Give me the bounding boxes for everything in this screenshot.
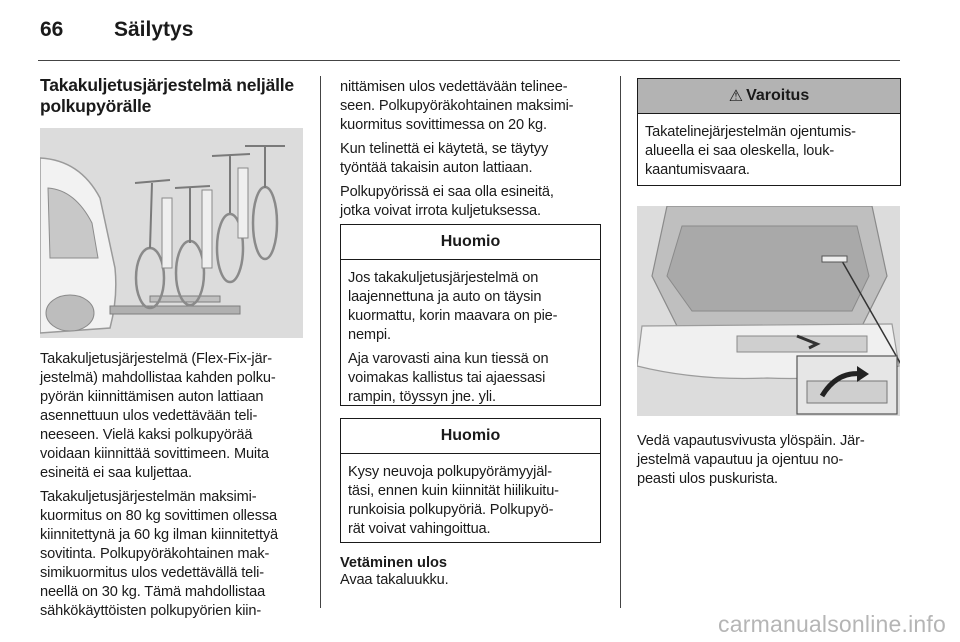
mid-paragraph-3: Polkupyörissä ei saa olla esineitä, jotka voivat irrota kuljetuksessa. (340, 184, 554, 219)
bike-carrier-illustration (40, 128, 303, 338)
note-paragraph: Aja varovasti aina kun tiessä on voimakas kallistus tai ajaessasi rampin, töyssyn jne. yli. (348, 351, 549, 405)
note-box-2 (340, 418, 601, 543)
note-paragraph: Jos takakuljetusjärjestelmä on laajennettuna ja auto on täysin kuormattu, korin maavara on pie- nempi. (348, 270, 558, 343)
note-paragraph: Kysy neuvoja polkupyörämyyjäl- täsi, ennen kuin kiinnität hiilikuitu- runkoisia polkupyöriä. Polkupyö- rät voivat vahingoittua. (348, 464, 559, 537)
warning-heading-text: Varoitus (746, 87, 810, 104)
tailgate-lever-drawing (637, 206, 900, 416)
note-box-1 (340, 224, 601, 406)
warning-box (637, 78, 901, 186)
column-divider-2 (620, 76, 621, 608)
pull-out-section (340, 555, 605, 590)
warning-text: Takatelinejärjestelmän ojentumis- alueella ei saa oleskella, louk- kaantumisvaara. (645, 124, 856, 178)
left-text (40, 350, 315, 621)
warning-heading (638, 79, 900, 114)
section-title: Takakuljetusjärjestelmä neljälle polkupyörälle (40, 75, 294, 116)
chapter-title: Säilytys (114, 18, 194, 41)
subheading: Vetäminen ulos (340, 555, 448, 571)
mid-paragraph-2: Kun telinettä ei käytetä, se täytyy työntää takaisin auton lattiaan. (340, 141, 549, 176)
warning-triangle-icon: ⚠ (728, 88, 744, 105)
page-number: 66 (40, 18, 64, 41)
right-text (637, 432, 907, 489)
header-rule (38, 60, 900, 61)
middle-text (340, 78, 605, 221)
intro-paragraph: Takakuljetusjärjestelmä (Flex-Fix-jär- jestelmä) mahdollistaa kahden polku- pyörän kiinnittämisen auton lattiaan asennettuun ulos vedettävään teli- neeseen. Vielä kaksi polkupyörää voidaan kiinnittää sovittimeen. Muita esineitä ei saa kuljettaa. (40, 351, 276, 481)
bicycle-carrier-drawing (40, 128, 303, 338)
open-tailgate-text: Avaa takaluukku. (340, 572, 449, 588)
release-lever-illustration (637, 206, 900, 416)
column-divider-1 (320, 76, 321, 608)
note-heading: Huomio (341, 225, 600, 260)
release-instruction: Vedä vapautusvivusta ylöspäin. Jär- jestelmä vapautuu ja ojentuu no- peasti ulos puskurista. (637, 433, 865, 487)
mid-paragraph-1: nittämisen ulos vedettävään telinee- seen. Polkupyöräkohtainen maksimi- kuormitus sovittimessa on 20 kg. (340, 79, 574, 133)
note-heading: Huomio (341, 419, 600, 454)
load-paragraph: Takakuljetusjärjestelmän maksimi- kuormitus on 80 kg sovittimen ollessa kiinnitettynä ja 60 kg ilman kiinnitettyä sovitinta. Polkupyöräkohtainen mak- simikuormitus ulos vedettävällä teli- neellä on 30 kg. Tämä mahdollistaa sähkökäyttöisten polkupyörien kiin- (40, 489, 279, 619)
watermark: carmanualsonline.info (718, 611, 946, 637)
